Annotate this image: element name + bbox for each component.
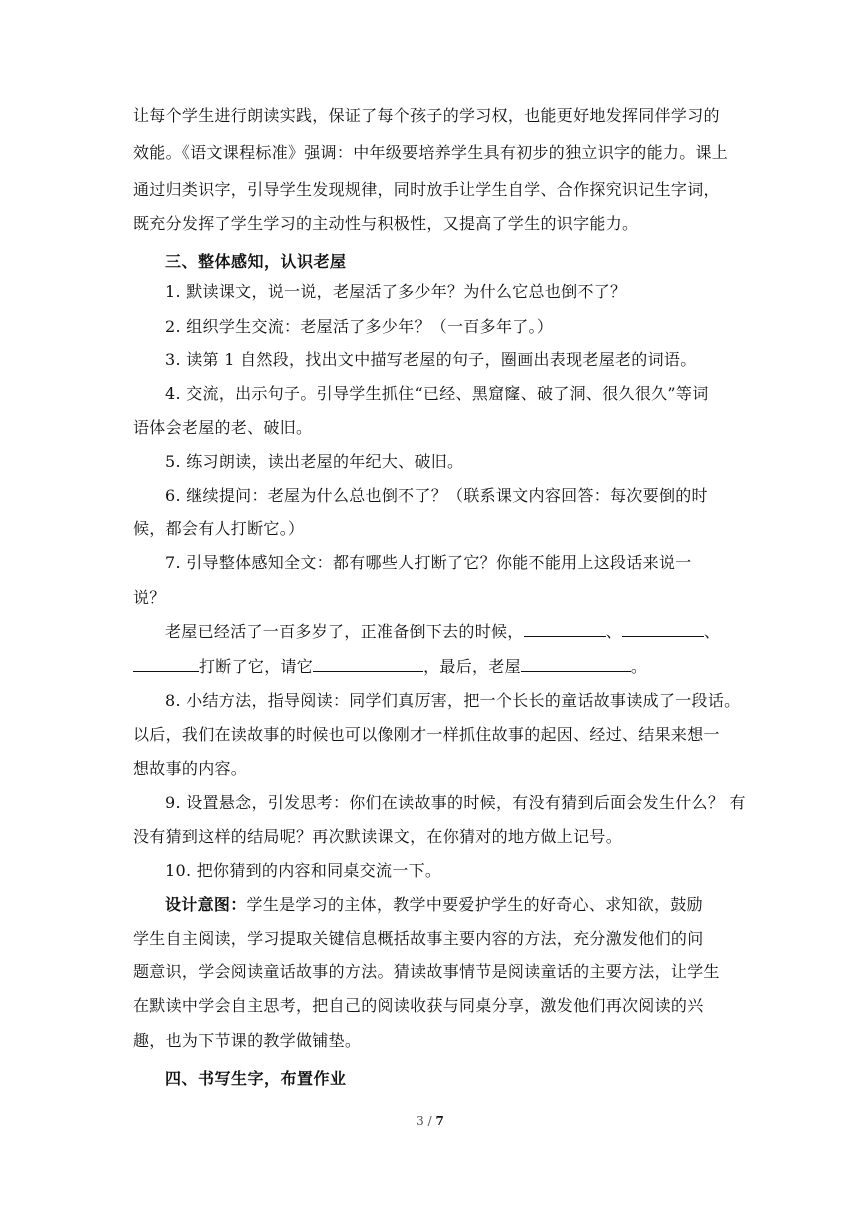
design-intent-text: 学生是学习的主体，教学中要爱护学生的好奇心、求知欲，鼓励 xyxy=(246,895,703,914)
list-item: 3. 读第 1 自然段，找出文中描写老屋的句子，圈画出表现老屋老的词语。 xyxy=(165,350,697,369)
fill-in-text: 。 xyxy=(630,657,648,676)
design-intent-label: 设计意图： xyxy=(165,895,247,914)
list-item-continuation: 以后，我们在读故事的时候也可以像刚才一样抓住故事的起因、经过、结果来想一 xyxy=(133,725,720,744)
design-intent-line: 在默读中学会自主思考，把自己的阅读收获与同桌分享，激发他们再次阅读的兴 xyxy=(133,996,704,1015)
list-item-continuation: 语体会老屋的老、破旧。 xyxy=(133,418,313,437)
paragraph-line: 让每个学生进行朗读实践，保证了每个孩子的学习权，也能更好地发挥同伴学习的 xyxy=(133,106,720,125)
blank-field[interactable] xyxy=(622,622,704,637)
page-current: 3 xyxy=(416,1114,424,1128)
list-item: 5. 练习朗读，读出老屋的年纪大、破旧。 xyxy=(165,452,464,471)
paragraph-line: 既充分发挥了学生学习的主动性与积极性，又提高了学生的识字能力。 xyxy=(133,214,639,233)
design-intent-line xyxy=(165,895,703,915)
page-number xyxy=(0,1114,860,1128)
list-item: 1. 默读课文，说一说，老屋活了多少年？为什么它总也倒不了？ xyxy=(165,282,627,301)
blank-field[interactable] xyxy=(133,657,199,672)
fill-in-sentence-line xyxy=(133,657,647,677)
fill-in-separator: 、 xyxy=(703,622,721,641)
blank-field[interactable] xyxy=(521,657,631,672)
design-intent-line: 趣，也为下节课的教学做铺垫。 xyxy=(133,1031,362,1050)
design-intent-line: 题意识，学会阅读童话故事的方法。猜读故事情节是阅读童话的主要方法，让学生 xyxy=(133,962,720,981)
list-item-continuation: 说？ xyxy=(133,588,166,607)
blank-field[interactable] xyxy=(524,622,606,637)
page-separator: / xyxy=(423,1114,436,1128)
design-intent-line: 学生自主阅读，学习提取关键信息概括故事主要内容的方法，充分激发他们的问 xyxy=(133,929,704,948)
section-heading: 四、书写生字，布置作业 xyxy=(165,1069,347,1088)
fill-in-text: 打断了它，请它 xyxy=(199,657,314,676)
list-item: 7. 引导整体感知全文：都有哪些人打断了它？你能不能用上这段话来说一 xyxy=(165,553,692,572)
list-item: 9. 设置悬念，引发思考：你们在读故事的时候，有没有猜到后面会发生什么？ 有 xyxy=(165,793,746,812)
list-item: 4. 交流，出示句子。引导学生抓住“已经、黑窟窿、破了洞、很久很久”等词 xyxy=(165,384,709,403)
page-total: 7 xyxy=(435,1114,444,1128)
blank-field[interactable] xyxy=(313,657,423,672)
list-item: 6. 继续提问：老屋为什么总也倒不了？（联系课文内容回答：每次要倒的时 xyxy=(165,486,708,505)
fill-in-text: 老屋已经活了一百多岁了，正准备倒下去的时候， xyxy=(165,622,524,641)
fill-in-sentence-line xyxy=(165,622,720,642)
fill-in-separator: 、 xyxy=(605,622,622,641)
list-item-continuation: 没有猜到这样的结局呢？再次默读课文，在你猜对的地方做上记号。 xyxy=(133,827,623,846)
list-item: 10. 把你猜到的内容和同桌交流一下。 xyxy=(165,861,442,880)
section-heading: 三、整体感知，认识老屋 xyxy=(165,252,347,271)
list-item: 2. 组织学生交流：老屋活了多少年？（一百多年了。） xyxy=(165,317,554,336)
paragraph-line: 效能。《语文课程标准》强调：中年级要培养学生具有初步的独立识字的能力。课上 xyxy=(133,143,729,162)
fill-in-text: ，最后，老屋 xyxy=(423,657,521,676)
paragraph-line: 通过归类识字，引导学生发现规律，同时放手让学生自学、合作探究识记生字词， xyxy=(133,180,720,199)
list-item-continuation: 想故事的内容。 xyxy=(133,759,248,778)
list-item-continuation: 候，都会有人打断它。） xyxy=(133,519,305,538)
list-item: 8. 小结方法，指导阅读：同学们真厉害，把一个长长的童话故事读成了一段话。 xyxy=(165,691,741,710)
